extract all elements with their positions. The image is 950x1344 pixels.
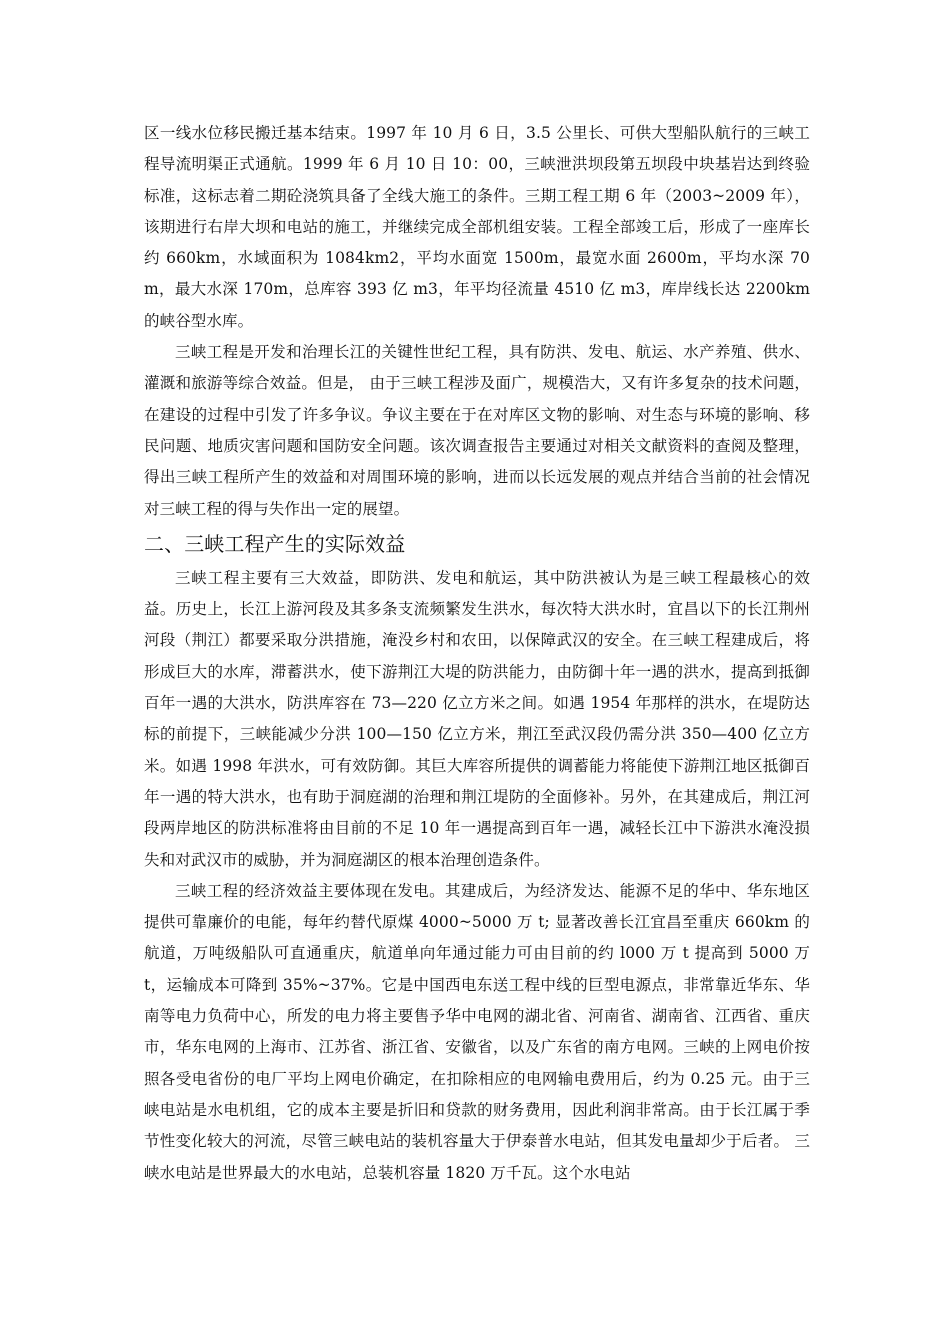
section-heading-benefits: 二、三峡工程产生的实际效益 <box>144 531 406 556</box>
paragraph-project-overview: 三峡工程是开发和治理长江的关键性世纪工程，具有防洪、发电、航运、水产养殖、供水、灌溉和旅游等综合效益。但是， 由于三峡工程涉及面广，规模浩大，又有许多复杂的技术问题，在建设的过程中引发了许多争议。争议主要在于在对库区文物的影响、对生态与环境的影响、移民问题、地质灾害问题和国防安全问题。该次调查报告主要通过对相关文献资料的查阅及整理，得出三峡工程所产生的效益和对周围环境的影响，进而以长远发展的观点并结合当前的社会情况对三峡工程的得与失作出一定的展望。 <box>144 343 810 518</box>
paragraph-reservoir-construction: 区一线水位移民搬迁基本结束。1997 年 10 月 6 日，3.5 公里长、可供大型船队航行的三峡工程导流明渠正式通航。1999 年 6 月 10 日 10：00，三峡泄洪坝段第五坝段中块基岩达到终验标准，这标志着二期砼浇筑具备了全线大施工的条件。三期工程工期 6 年（2003~2009 年），该期进行右岸大坝和电站的施工，并继续完成全部机组安装。工程全部竣工后，形成了一座库长约 660km，水域面积为 1084km2，平均水面宽 1500m，最宽水面 2600m，平均水深 70m，最大水深 170m，总库容 393 亿 m3，年平均径流量 4510 亿 m3，库岸线长达 2200km 的峡谷型水库。 <box>144 124 810 330</box>
paragraph-power-generation: 三峡工程的经济效益主要体现在发电。其建成后，为经济发达、能源不足的华中、华东地区提供可靠廉价的电能，每年约替代原煤 4000~5000 万 t; 显著改善长江宜昌至重庆 660km 的航道，万吨级船队可直通重庆，航道单向年通过能力可由目前的约 l000 万 t 提高到 5000 万 t，运输成本可降到 35%~37%。它是中国西电东送工程中线的巨型电源点，非常靠近华东、华南等电力负荷中心，所发的电力将主要售予华中电网的湖北省、河南省、湖南省、江西省、重庆市，华东电网的上海市、江苏省、浙江省、安徽省，以及广东省的南方电网。三峡的上网电价按照各受电省份的电厂平均上网电价确定，在扣除相应的电网输电费用后，约为 0.25 元。由于三峡电站是水电机组，它的成本主要是折旧和贷款的财务费用，因此利润非常高。由于长江属于季节性变化较大的河流，尽管三峡电站的装机容量大于伊泰普水电站，但其发电量却少于后者。 三峡水电站是世界最大的水电站，总装机容量 1820 万千瓦。这个水电站 <box>144 881 810 1182</box>
document-body <box>144 118 810 1189</box>
paragraph-flood-control: 三峡工程主要有三大效益，即防洪、发电和航运，其中防洪被认为是三峡工程最核心的效益。历史上，长江上游河段及其多条支流频繁发生洪水，每次特大洪水时，宜昌以下的长江荆州河段（荆江）都要采取分洪措施，淹没乡村和农田，以保障武汉的安全。在三峡工程建成后，将形成巨大的水库，滞蓄洪水，使下游荆江大堤的防洪能力，由防御十年一遇的洪水，提高到抵御百年一遇的大洪水，防洪库容在 73—220 亿立方米之间。如遇 1954 年那样的洪水，在堤防达标的前提下，三峡能减少分洪 100—150 亿立方米，荆江至武汉段仍需分洪 350—400 亿立方米。如遇 1998 年洪水，可有效防御。其巨大库容所提供的调蓄能力将能使下游荆江地区抵御百年一遇的特大洪水，也有助于洞庭湖的治理和荆江堤防的全面修补。另外，在其建成后，荆江河段两岸地区的防洪标准将由目前的不足 10 年一遇提高到百年一遇，减轻长江中下游洪水淹没损失和对武汉市的威胁，并为洞庭湖区的根本治理创造条件。 <box>144 568 810 869</box>
